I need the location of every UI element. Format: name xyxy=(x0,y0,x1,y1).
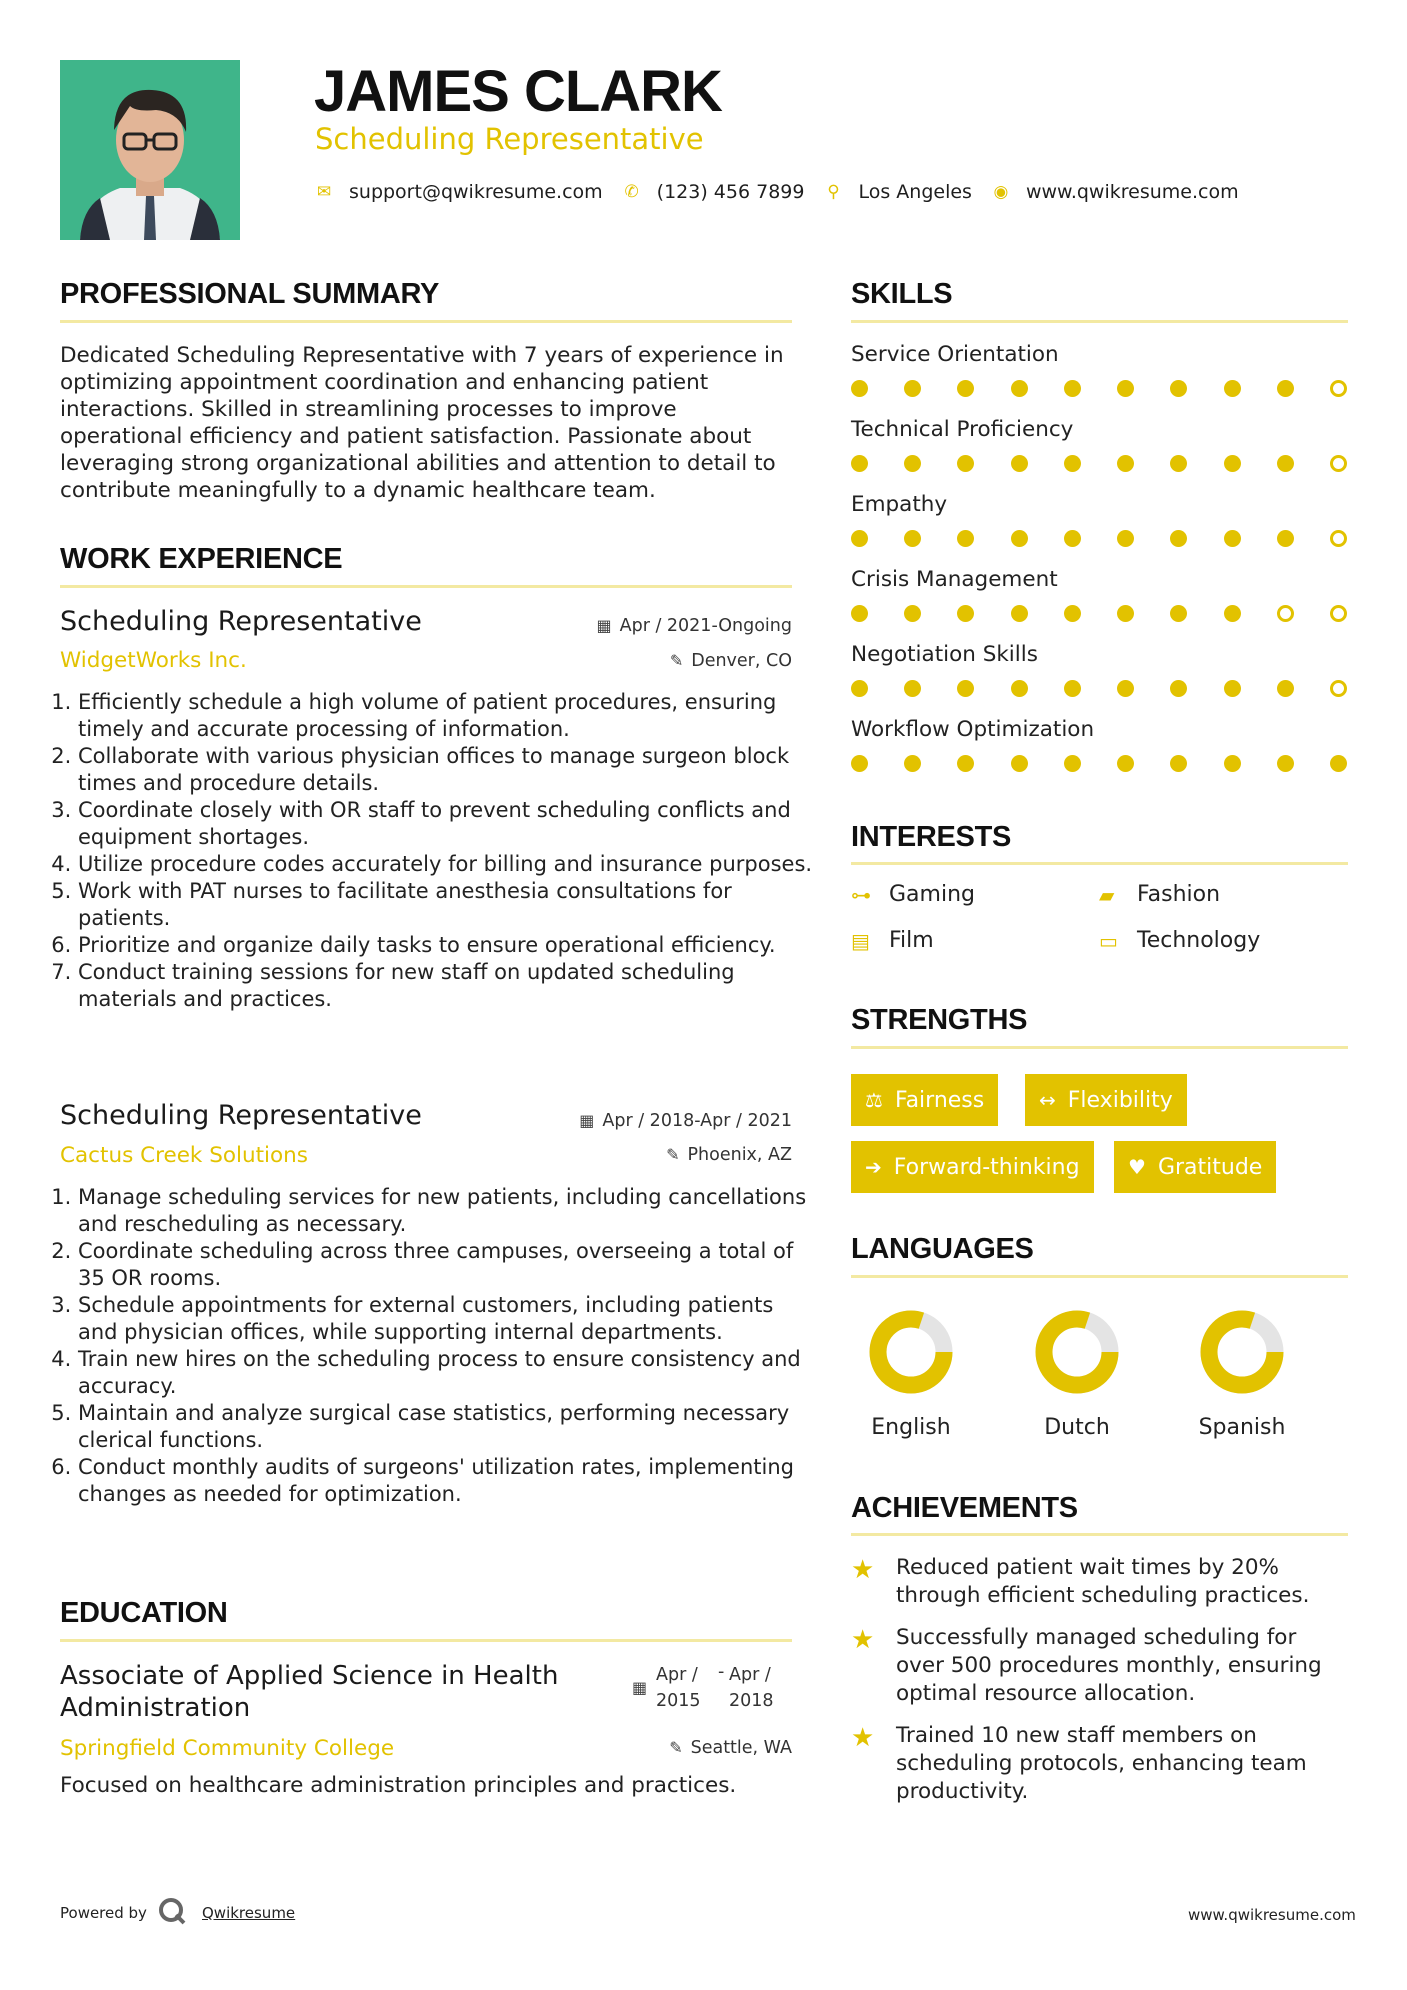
contact-email[interactable] xyxy=(315,181,603,203)
rating-dot-filled xyxy=(1117,530,1134,547)
languages-divider xyxy=(851,1275,1348,1278)
experience-divider xyxy=(60,585,792,588)
rating-dot-filled xyxy=(1117,605,1134,622)
skill-rating xyxy=(851,605,1347,622)
list-item: 1. Manage scheduling services for new patients, including cancellations and rescheduling as necessary. xyxy=(78,1184,818,1238)
strength-label: Fairness xyxy=(894,1087,985,1113)
rating-dot-filled xyxy=(1011,455,1028,472)
heart-icon: ♥ xyxy=(1128,1155,1146,1179)
rating-dot-filled xyxy=(851,455,868,472)
languages-heading: LANGUAGES xyxy=(851,1233,1034,1265)
rating-dot-filled xyxy=(1064,380,1081,397)
rating-dot-filled xyxy=(1277,380,1294,397)
skill-rating xyxy=(851,380,1347,397)
list-item: 4. Train new hires on the scheduling process to ensure consistency and accuracy. xyxy=(78,1346,818,1400)
strength-label: Gratitude xyxy=(1157,1154,1263,1180)
list-item: 3. Schedule appointments for external customers, including patients and physician offices, while supporting internal departments. xyxy=(78,1292,818,1346)
rating-dot-filled xyxy=(1011,680,1028,697)
job-location-text: Phoenix, AZ xyxy=(687,1145,792,1165)
list-item: 2. Collaborate with various physician offices to manage surgeon block times and procedure details. xyxy=(78,743,818,797)
job-location xyxy=(540,1145,792,1165)
summary-heading: PROFESSIONAL SUMMARY xyxy=(60,278,440,310)
star-icon: ★ xyxy=(851,1723,875,1753)
rating-dot-filled xyxy=(904,755,921,772)
education-start: Apr / 2015 xyxy=(656,1665,701,1711)
education-heading: EDUCATION xyxy=(60,1597,228,1629)
rating-dot-filled xyxy=(851,380,868,397)
language-label: Spanish xyxy=(1198,1415,1286,1440)
rating-dot-filled xyxy=(904,530,921,547)
rating-dot-filled xyxy=(1170,530,1187,547)
list-item: 7. Conduct training sessions for new staff on updated scheduling materials and practices. xyxy=(78,959,818,1013)
rating-dot-filled xyxy=(957,380,974,397)
skills-divider xyxy=(851,320,1348,323)
rating-dot-filled xyxy=(904,380,921,397)
candidate-name: JAMES CLARK xyxy=(314,59,722,124)
interest-film xyxy=(851,928,934,953)
strengths-divider xyxy=(851,1046,1348,1049)
contact-location-text: Los Angeles xyxy=(858,181,972,203)
skill-row xyxy=(851,492,1348,567)
language-ring xyxy=(1017,1307,1137,1397)
rating-dot-filled xyxy=(1224,530,1241,547)
job-company: Cactus Creek Solutions xyxy=(60,1143,309,1168)
gamepad-icon: ⊶ xyxy=(851,882,871,907)
rating-dot-filled xyxy=(1170,605,1187,622)
rating-dot-filled xyxy=(1117,680,1134,697)
list-item: 6. Conduct monthly audits of surgeons' utilization rates, implementing changes as needed for optimization. xyxy=(78,1454,818,1508)
laptop-icon: ▭ xyxy=(1099,928,1118,953)
footer-url[interactable]: www.qwikresume.com xyxy=(1188,1906,1356,1924)
rating-dot-filled xyxy=(851,605,868,622)
rating-dot-filled xyxy=(851,755,868,772)
rating-dot-filled xyxy=(1224,755,1241,772)
candidate-title: Scheduling Representative xyxy=(315,122,704,156)
rating-dot-empty xyxy=(1277,605,1294,622)
rating-dot-filled xyxy=(1064,530,1081,547)
strength-badge xyxy=(1114,1141,1276,1193)
interests-divider xyxy=(851,862,1348,865)
phone-icon: ✆ xyxy=(624,182,639,202)
strengths-heading: STRENGTHS xyxy=(851,1004,1028,1036)
language-label: English xyxy=(871,1415,951,1440)
rating-dot-filled xyxy=(1170,755,1187,772)
skill-name: Workflow Optimization xyxy=(851,717,1095,742)
rating-dot-filled xyxy=(1064,755,1081,772)
interest-label: Film xyxy=(889,928,934,953)
avatar xyxy=(60,60,240,240)
date-separator: - xyxy=(718,1662,725,1682)
contact-phone-text: (123) 456 7899 xyxy=(656,181,805,203)
experience-heading: WORK EXPERIENCE xyxy=(60,543,343,575)
contact-phone[interactable] xyxy=(623,181,805,203)
job-location xyxy=(540,651,792,671)
skill-name: Empathy xyxy=(851,492,948,517)
list-item: 1. Efficiently schedule a high volume of patient procedures, ensuring timely and accurate processing of information. xyxy=(78,689,818,743)
rating-dot-filled xyxy=(904,680,921,697)
pushpin-icon: ✎ xyxy=(669,1738,683,1757)
interest-label: Fashion xyxy=(1137,882,1221,907)
skill-name: Negotiation Skills xyxy=(851,642,1038,667)
education-location-text: Seattle, WA xyxy=(690,1738,792,1758)
rating-dot-filled xyxy=(1277,530,1294,547)
skill-row xyxy=(851,567,1348,642)
qwikresume-logo-icon xyxy=(158,1897,186,1925)
achievements-divider xyxy=(851,1533,1348,1536)
rating-dot-filled xyxy=(1064,455,1081,472)
rating-dot-filled xyxy=(904,455,921,472)
strength-badge xyxy=(1025,1074,1187,1126)
skill-row xyxy=(851,642,1348,717)
skill-rating xyxy=(851,755,1347,772)
contact-website-text: www.qwikresume.com xyxy=(1025,181,1239,203)
job-dates xyxy=(520,1111,792,1131)
skill-name: Service Orientation xyxy=(851,342,1059,367)
rating-dot-empty xyxy=(1330,605,1347,622)
language-dutch xyxy=(1017,1307,1137,1440)
rating-dot-filled xyxy=(851,680,868,697)
list-item: 2. Coordinate scheduling across three campuses, overseeing a total of 35 OR rooms. xyxy=(78,1238,818,1292)
summary-divider xyxy=(60,320,792,323)
calendar-icon: ▦ xyxy=(579,1111,595,1130)
contact-email-text: support@qwikresume.com xyxy=(349,181,603,203)
education-end: Apr / 2018 xyxy=(729,1665,774,1711)
skill-row xyxy=(851,417,1348,492)
shopping-bag-icon: ▰ xyxy=(1099,882,1115,907)
language-ring xyxy=(1182,1307,1302,1397)
skill-rating xyxy=(851,530,1347,547)
rating-dot-filled xyxy=(957,680,974,697)
rating-dot-filled xyxy=(1064,605,1081,622)
rating-dot-filled xyxy=(1117,755,1134,772)
footer-brand-link[interactable]: Qwikresume xyxy=(202,1904,296,1922)
calendar-icon: ▦ xyxy=(632,1678,648,1697)
star-icon: ★ xyxy=(851,1625,875,1655)
film-icon: ▤ xyxy=(851,928,870,953)
rating-dot-empty xyxy=(1330,530,1347,547)
skill-row xyxy=(851,717,1348,792)
contact-website[interactable] xyxy=(992,181,1239,203)
rating-dot-filled xyxy=(1224,455,1241,472)
job-dates-text: Apr / 2018-Apr / 2021 xyxy=(602,1111,792,1131)
degree-title: Associate of Applied Science in Health Administration xyxy=(60,1661,559,1723)
skill-name: Technical Proficiency xyxy=(851,417,1074,442)
achievement-item: Trained 10 new staff members on scheduling protocols, enhancing team productivity. xyxy=(896,1723,1307,1804)
rating-dot-empty xyxy=(1330,455,1347,472)
rating-dot-filled xyxy=(1170,455,1187,472)
rating-dot-filled xyxy=(1277,455,1294,472)
rating-dot-filled xyxy=(1011,380,1028,397)
map-pin-icon: ⚲ xyxy=(827,182,840,202)
star-icon: ★ xyxy=(851,1555,875,1585)
job-dates-text: Apr / 2021-Ongoing xyxy=(619,616,792,636)
job-role: Scheduling Representative xyxy=(60,1100,422,1131)
skill-rating xyxy=(851,680,1347,697)
rating-dot-filled xyxy=(1224,605,1241,622)
arrow-right-icon: ➔ xyxy=(865,1155,882,1179)
skills-heading: SKILLS xyxy=(851,278,953,310)
rating-dot-filled xyxy=(957,455,974,472)
interest-label: Technology xyxy=(1137,928,1261,953)
job-location-text: Denver, CO xyxy=(691,651,792,671)
interest-fashion xyxy=(1099,882,1220,907)
language-ring xyxy=(851,1307,971,1397)
list-item: 4. Utilize procedure codes accurately for billing and insurance purposes. xyxy=(78,851,818,878)
rating-dot-filled xyxy=(904,605,921,622)
interests-heading: INTERESTS xyxy=(851,821,1012,853)
list-item: 5. Maintain and analyze surgical case statistics, performing necessary clerical functions. xyxy=(78,1400,818,1454)
rating-dot-filled xyxy=(957,755,974,772)
list-item: 6. Prioritize and organize daily tasks to ensure operational efficiency. xyxy=(78,932,818,959)
rating-dot-filled xyxy=(1330,755,1347,772)
language-spanish xyxy=(1182,1307,1302,1440)
pushpin-icon: ✎ xyxy=(666,1145,680,1164)
job-bullets xyxy=(60,1184,818,1508)
interest-gaming xyxy=(851,882,975,907)
skill-name: Crisis Management xyxy=(851,567,1058,592)
skill-row xyxy=(851,342,1348,417)
strength-badge xyxy=(851,1141,1094,1193)
skill-rating xyxy=(851,455,1347,472)
contact-bar xyxy=(315,178,1259,206)
rating-dot-filled xyxy=(1277,755,1294,772)
rating-dot-filled xyxy=(1117,455,1134,472)
job-dates xyxy=(540,616,792,636)
job-role: Scheduling Representative xyxy=(60,606,422,637)
interest-technology xyxy=(1099,928,1260,953)
calendar-icon: ▦ xyxy=(596,616,612,635)
strength-label: Flexibility xyxy=(1067,1087,1173,1113)
interest-label: Gaming xyxy=(889,882,975,907)
rating-dot-filled xyxy=(1277,680,1294,697)
rating-dot-filled xyxy=(851,530,868,547)
education-divider xyxy=(60,1639,792,1642)
summary-text: Dedicated Scheduling Representative with 7 years of experience in optimizing appointment coordination and enhancing patient interactions. Skilled in streamlining processes to improve operational efficiency and patient satisfaction. Passionate about leveraging strong organizational abilities and attention to detail to contribute meaningfully to a dynamic healthcare team. xyxy=(60,343,784,503)
pushpin-icon: ✎ xyxy=(669,651,684,670)
rating-dot-filled xyxy=(1170,680,1187,697)
rating-dot-filled xyxy=(1224,680,1241,697)
education-description: Focused on healthcare administration principles and practices. xyxy=(60,1773,737,1798)
achievements-heading: ACHIEVEMENTS xyxy=(851,1492,1078,1524)
balance-scale-icon: ⚖ xyxy=(865,1088,883,1112)
job-company: WidgetWorks Inc. xyxy=(60,648,247,673)
strength-badge xyxy=(851,1074,998,1126)
rating-dot-filled xyxy=(1011,605,1028,622)
skills-list xyxy=(851,342,1348,792)
list-item: 3. Coordinate closely with OR staff to prevent scheduling conflicts and equipment shortages. xyxy=(78,797,818,851)
rating-dot-filled xyxy=(1064,680,1081,697)
footer-powered-by: Powered by xyxy=(60,1904,147,1922)
profile-photo xyxy=(60,60,240,240)
education-location xyxy=(540,1738,792,1758)
rating-dot-filled xyxy=(1011,755,1028,772)
rating-dot-empty xyxy=(1330,680,1347,697)
rating-dot-filled xyxy=(1011,530,1028,547)
strength-label: Forward-thinking xyxy=(893,1154,1080,1180)
rating-dot-filled xyxy=(1170,380,1187,397)
school-name: Springfield Community College xyxy=(60,1736,395,1761)
rating-dot-filled xyxy=(957,530,974,547)
job-bullets xyxy=(60,689,818,1013)
arrows-horizontal-icon: ↔ xyxy=(1039,1088,1056,1112)
list-item: 5. Work with PAT nurses to facilitate anesthesia consultations for patients. xyxy=(78,878,818,932)
contact-location xyxy=(824,181,971,203)
rating-dot-filled xyxy=(1224,380,1241,397)
globe-icon: ◉ xyxy=(993,182,1009,202)
achievement-item: Successfully managed scheduling for over 500 procedures monthly, ensuring optimal resource allocation. xyxy=(896,1625,1322,1706)
rating-dot-filled xyxy=(1117,380,1134,397)
envelope-icon: ✉ xyxy=(316,182,332,202)
rating-dot-empty xyxy=(1330,380,1347,397)
rating-dot-filled xyxy=(957,605,974,622)
achievement-item: Reduced patient wait times by 20% through efficient scheduling practices. xyxy=(896,1555,1310,1608)
language-english xyxy=(851,1307,971,1440)
language-label: Dutch xyxy=(1044,1415,1110,1440)
